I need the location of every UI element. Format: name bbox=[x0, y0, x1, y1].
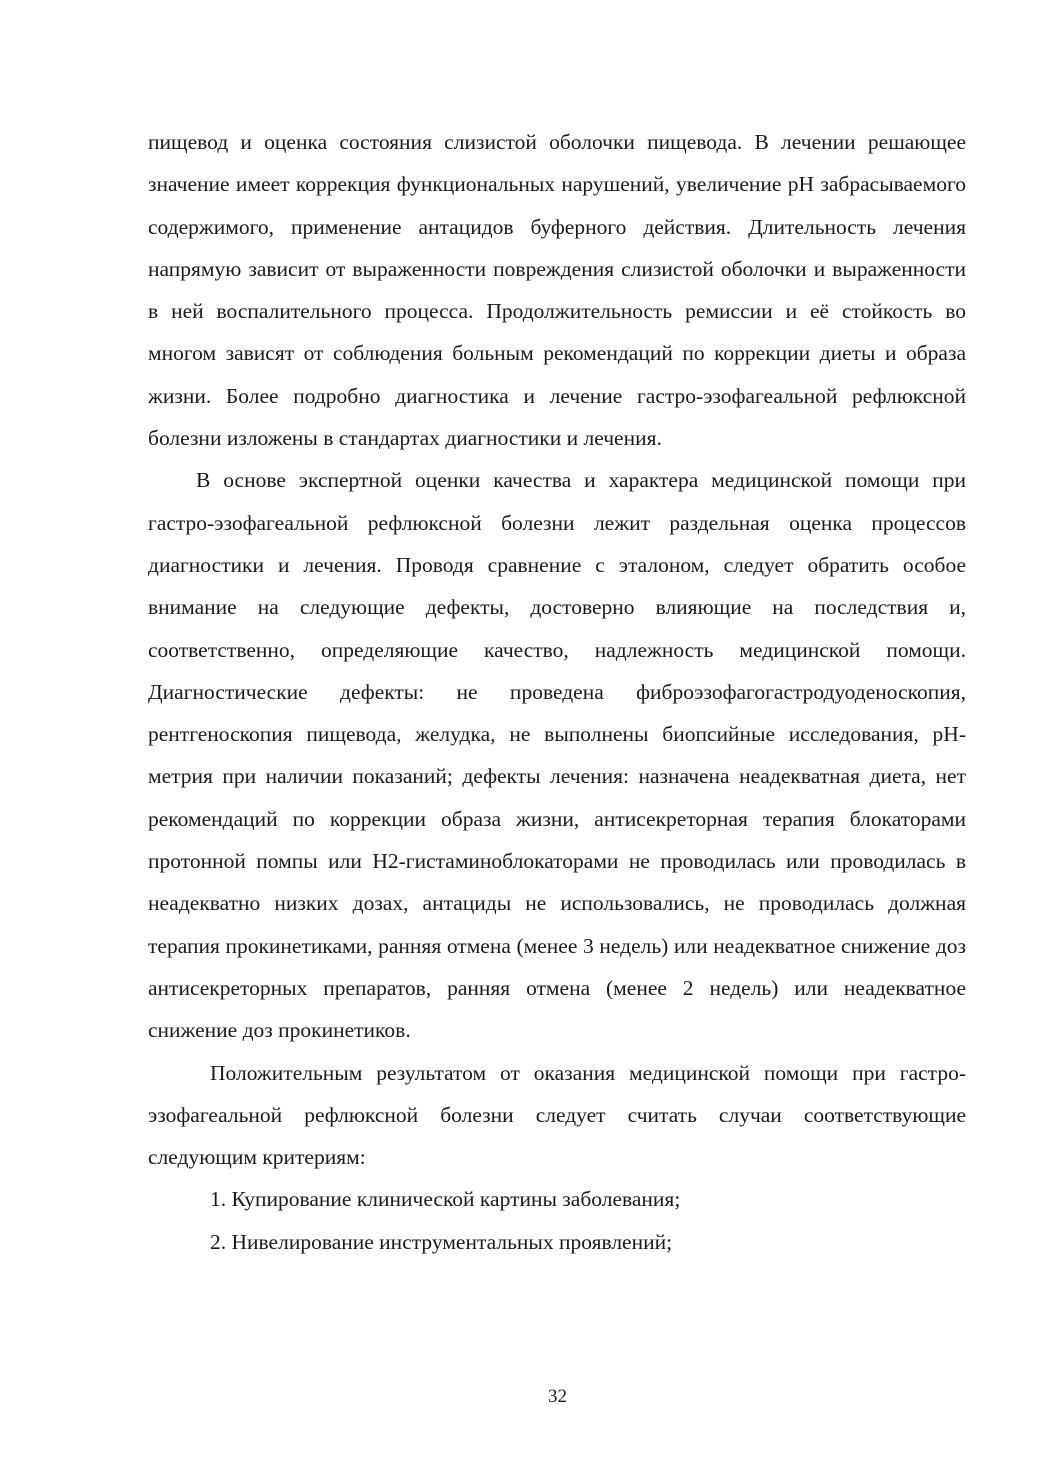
list-item: 1. Купирование клинической картины заболевания; bbox=[210, 1187, 681, 1212]
paragraph-continuation: пищевод и оценка состояния слизистой оболочки пищевода. В лечении решающее значение имеет коррекция функциональных нарушений, увеличение рН забрасываемого содержимого, применение антацидов буферного действия. Длительность лечения напрямую зависит от выраженности повреждения слизистой оболочки и выраженности в ней воспалительного процесса. Продолжительность ремиссии и её стойкость во многом зависят от соблюдения больным рекомендаций по коррекции диеты и образа жизни. Более подробно диагностика и лечение гастро-эзофагеальной рефлюксной болезни изложены в стандартах диагностики и лечения. bbox=[148, 130, 966, 451]
paragraph-positive-result: Положительным результатом от оказания медицинской помощи при гастро-эзофагеальной рефлюксной болезни следует считать случаи соответствующие следующим критериям: bbox=[148, 1060, 966, 1170]
body-text bbox=[148, 121, 966, 1263]
list-item: 2. Нивелирование инструментальных проявлений; bbox=[210, 1229, 673, 1254]
page-number: 32 bbox=[548, 1386, 567, 1407]
paragraph-expert-assessment: В основе экспертной оценки качества и характера медицинской помощи при гастро-эзофагеальной рефлюксной болезни лежит раздельная оценка процессов диагностики и лечения. Проводя сравнение с эталоном, следует обратить особое внимание на следующие дефекты, достоверно влияющие на последствия и, соответственно, определяющие качество, надлежность медицинской помощи. Диагностические дефекты: не проведена фиброэзофагогастродуоденоскопия, рентгеноскопия пищевода, желудка, не выполнены биопсийные исследования, рН-метрия при наличии показаний; дефекты лечения: назначена неадекватная диета, нет рекомендаций по коррекции образа жизни, антисекреторная терапия блокаторами протонной помпы или Н2-гистаминоблокаторами не проводилась или проводилась в неадекватно низких дозах, антациды не использовались, не проводилась должная терапия прокинетиками, ранняя отмена (менее 3 недель) или неадекватное снижение доз антисекреторных препаратов, ранняя отмена (менее 2 недель) или неадекватное снижение доз прокинетиков. bbox=[148, 468, 966, 1043]
